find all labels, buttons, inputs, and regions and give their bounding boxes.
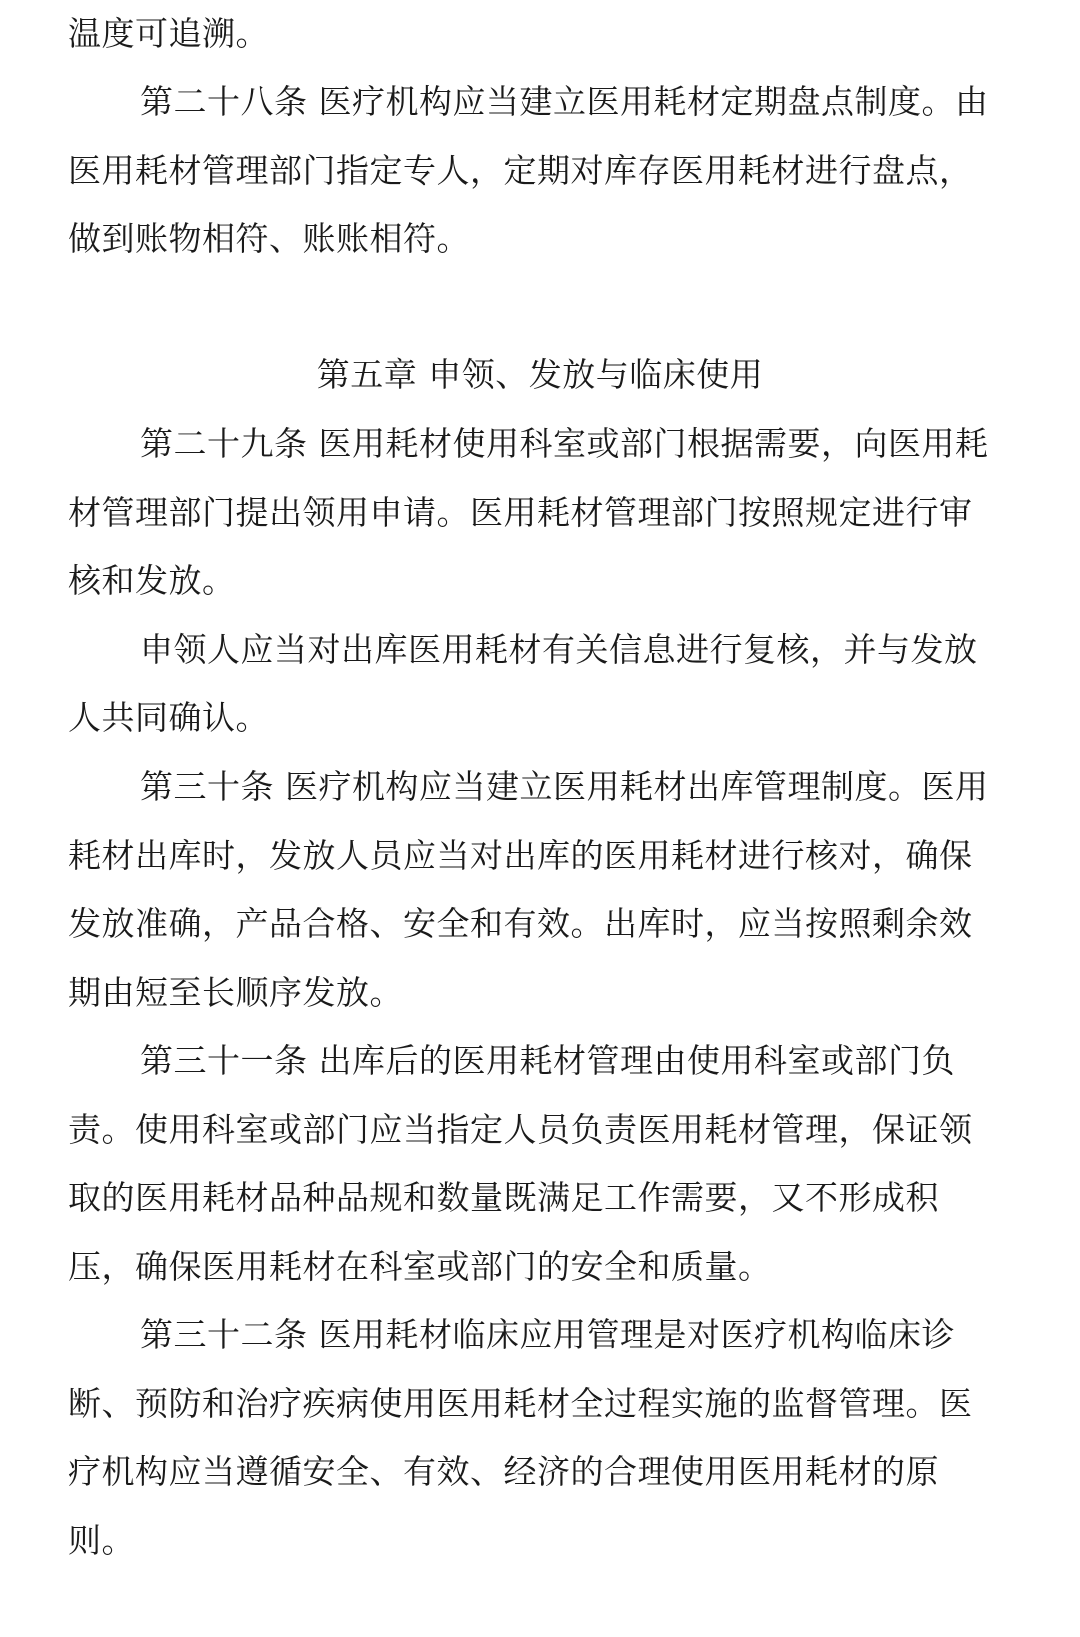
text-line: 核和发放。 [68, 561, 236, 600]
text-line: 取的医用耗材品种品规和数量既满足工作需要，又不形成积 [68, 1178, 939, 1217]
text-line: 则。 [68, 1521, 135, 1560]
text-line: 做到账物相符、账账相符。 [68, 219, 470, 258]
article-28-line: 第二十八条 医疗机构应当建立医用耗材定期盘点制度。由 [140, 82, 989, 121]
paragraph-line: 申领人应当对出库医用耗材有关信息进行复核，并与发放 [140, 630, 978, 669]
text-line: 压，确保医用耗材在科室或部门的安全和质量。 [68, 1247, 772, 1286]
article-30-line: 第三十条 医疗机构应当建立医用耗材出库管理制度。医用 [140, 767, 989, 806]
text-line: 温度可追溯。 [68, 14, 269, 53]
text-line: 期由短至长顺序发放。 [68, 973, 403, 1012]
article-29-line: 第二十九条 医用耗材使用科室或部门根据需要，向医用耗 [140, 424, 989, 463]
article-31-line: 第三十一条 出库后的医用耗材管理由使用科室或部门负 [140, 1041, 955, 1080]
chapter-heading: 第五章 申领、发放与临床使用 [316, 355, 764, 394]
text-line: 责。使用科室或部门应当指定人员负责医用耗材管理，保证领 [68, 1110, 973, 1149]
text-line: 疗机构应当遵循安全、有效、经济的合理使用医用耗材的原 [68, 1452, 939, 1491]
text-line: 材管理部门提出领用申请。医用耗材管理部门按照规定进行审 [68, 493, 973, 532]
text-line: 发放准确，产品合格、安全和有效。出库时，应当按照剩余效 [68, 904, 973, 943]
text-line: 医用耗材管理部门指定专人，定期对库存医用耗材进行盘点， [68, 151, 973, 190]
text-line: 断、预防和治疗疾病使用医用耗材全过程实施的监督管理。医 [68, 1384, 973, 1423]
article-32-line: 第三十二条 医用耗材临床应用管理是对医疗机构临床诊 [140, 1315, 955, 1354]
text-line: 耗材出库时，发放人员应当对出库的医用耗材进行核对，确保 [68, 836, 973, 875]
text-line: 人共同确认。 [68, 698, 269, 737]
